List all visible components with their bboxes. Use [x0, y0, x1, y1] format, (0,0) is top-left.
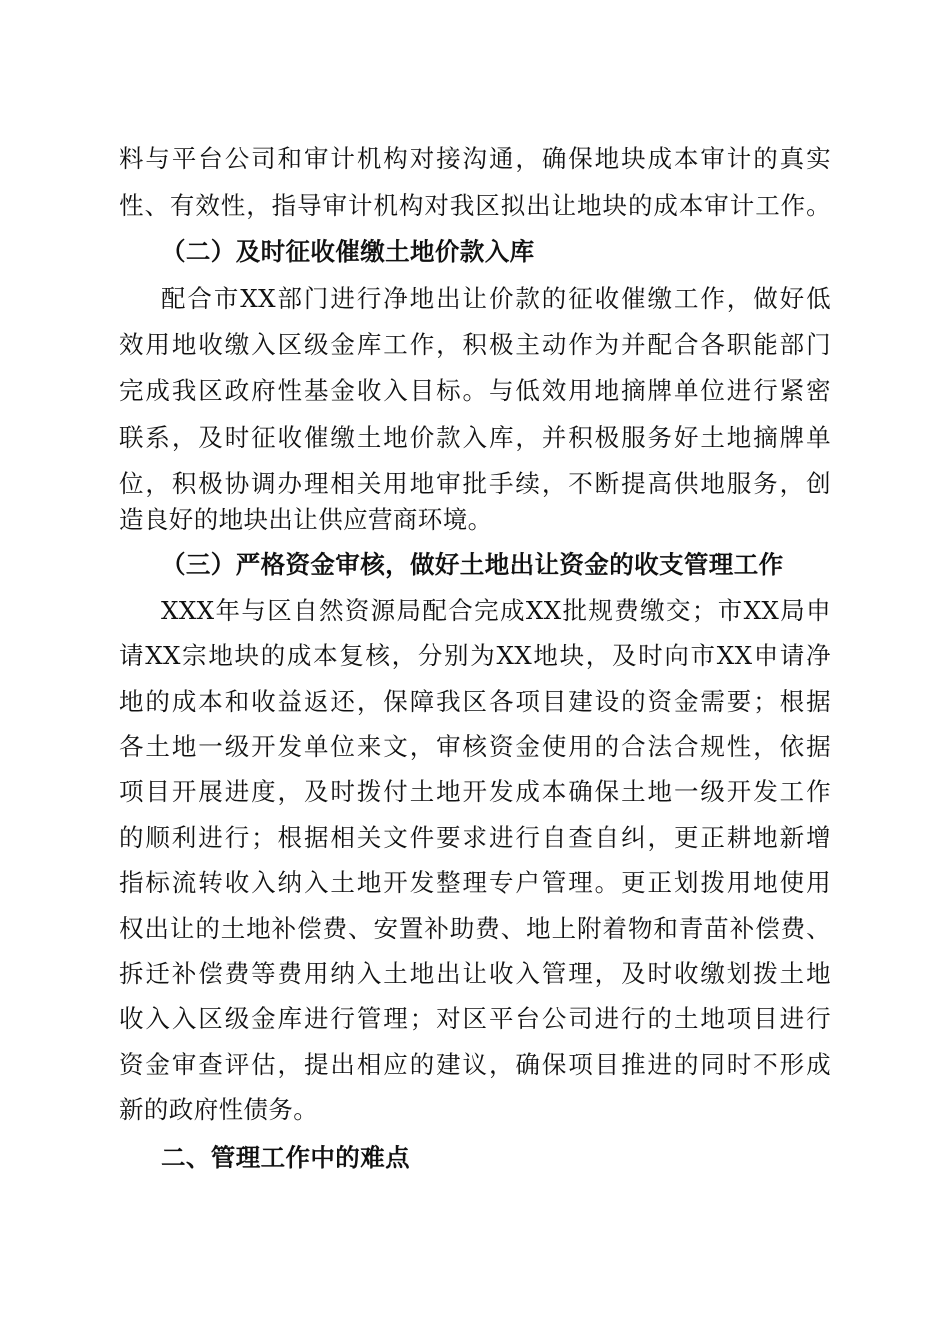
section-heading-2: （二）及时征收催缴土地价款入库: [161, 237, 535, 266]
paragraph-line: 项目开展进度，及时拨付土地开发成本确保土地一级开发工作: [119, 777, 831, 806]
paragraph-line: 权出让的土地补偿费、安置补助费、地上附着物和青苗补偿费、: [119, 914, 831, 943]
paragraph-line: XXX年与区自然资源局配合完成XX批规费缴交；市XX局申: [161, 596, 831, 625]
paragraph-line: 地的成本和收益返还，保障我区各项目建设的资金需要；根据: [119, 687, 831, 716]
paragraph-line: 的顺利进行；根据相关文件要求进行自查自纠，更正耕地新增: [119, 823, 831, 852]
paragraph-line: 请XX宗地块的成本复核，分别为XX地块，及时向市XX申请净: [119, 641, 831, 670]
chapter-heading: 二、管理工作中的难点: [161, 1143, 410, 1172]
paragraph-line: 料与平台公司和审计机构对接沟通，确保地块成本审计的真实: [119, 144, 831, 173]
section-heading-3: （三）严格资金审核，做好土地出让资金的收支管理工作: [161, 550, 784, 579]
paragraph-line: 造良好的地块出让供应营商环境。: [119, 505, 493, 534]
paragraph-line: 性、有效性，指导审计机构对我区拟出让地块的成本审计工作。: [119, 191, 831, 220]
paragraph-line: 完成我区政府性基金收入目标。与低效用地摘牌单位进行紧密: [119, 376, 831, 405]
paragraph-line: 拆迁补偿费等费用纳入土地出让收入管理，及时收缴划拨土地: [119, 959, 831, 988]
paragraph-line: 效用地收缴入区级金库工作，积极主动作为并配合各职能部门: [119, 330, 831, 359]
paragraph-line: 指标流转收入纳入土地开发整理专户管理。更正划拨用地使用: [119, 868, 831, 897]
paragraph-line: 收入入区级金库进行管理；对区平台公司进行的土地项目进行: [119, 1004, 831, 1033]
paragraph-line: 新的政府性债务。: [119, 1095, 319, 1124]
paragraph-line: 资金审查评估，提出相应的建议，确保项目推进的同时不形成: [119, 1050, 831, 1079]
paragraph-line: 各土地一级开发单位来文，审核资金使用的合法合规性，依据: [119, 732, 831, 761]
paragraph-line: 联系，及时征收催缴土地价款入库，并积极服务好土地摘牌单: [119, 423, 831, 452]
paragraph-line: 位，积极协调办理相关用地审批手续，不断提高供地服务，创: [119, 469, 831, 498]
paragraph-line: 配合市XX部门进行净地出让价款的征收催缴工作，做好低: [161, 284, 831, 313]
